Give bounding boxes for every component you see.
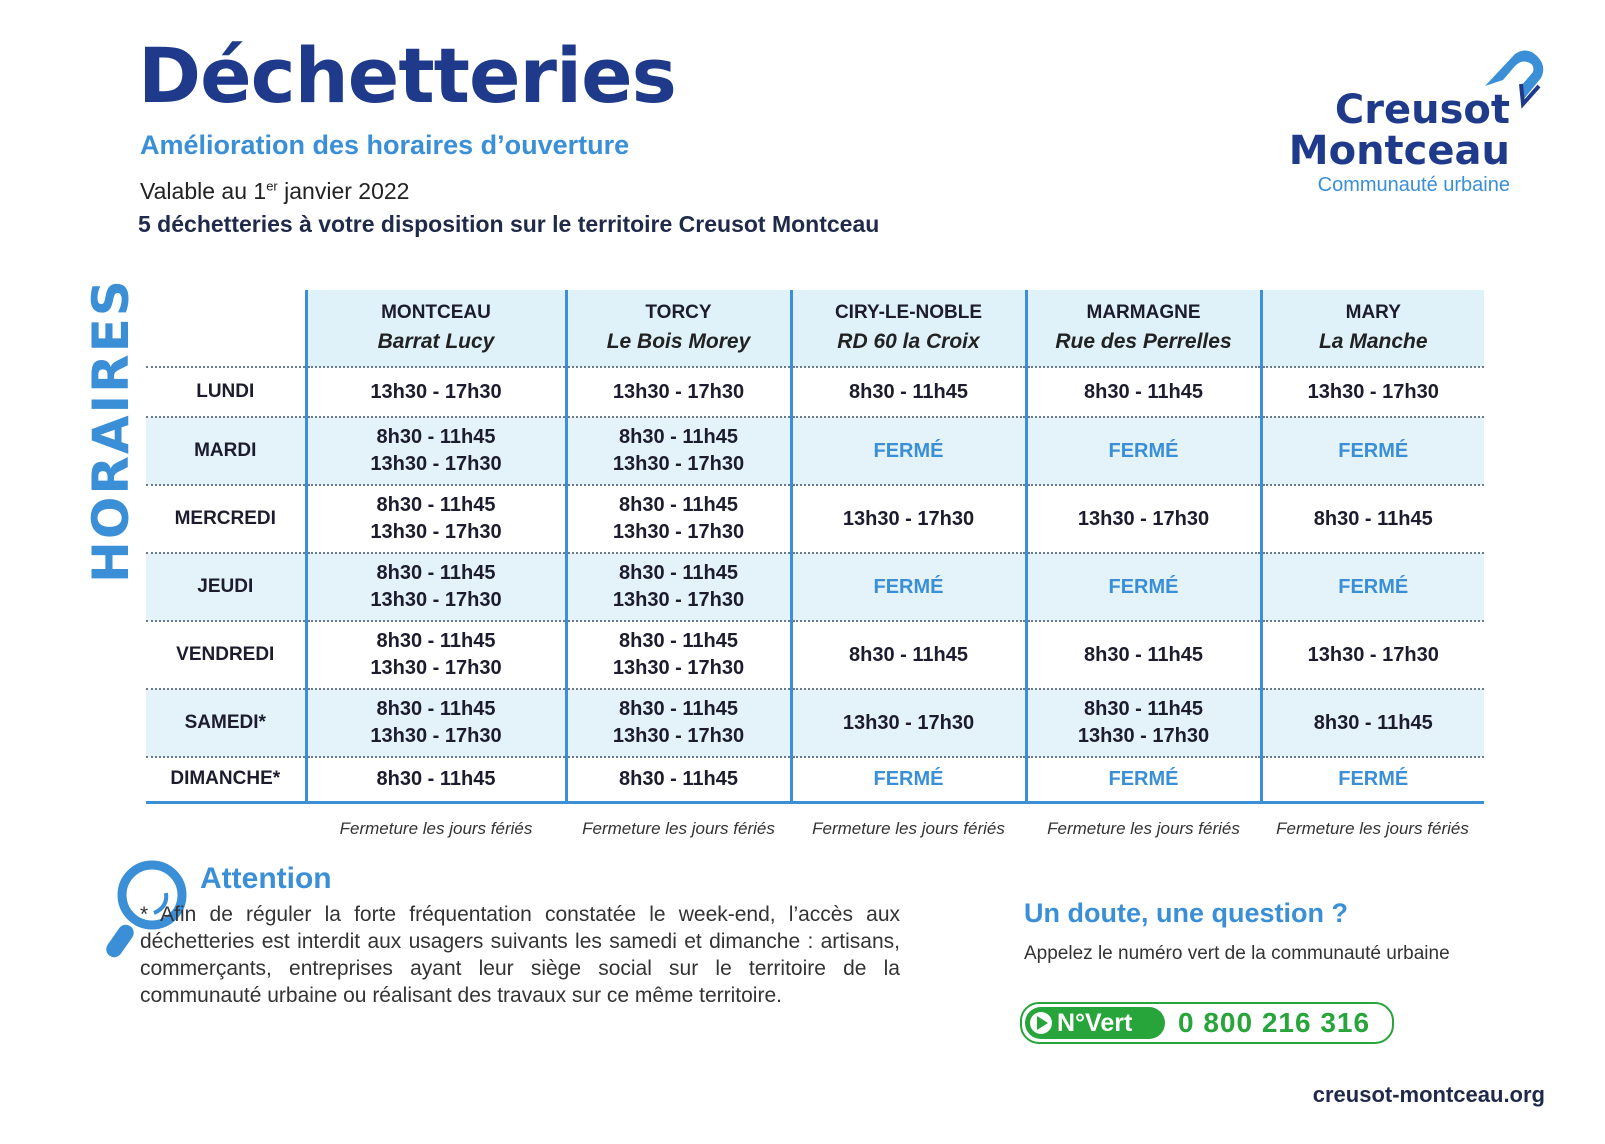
hours-line: 8h30 - 11h45 [376,630,496,652]
closed-cell [791,757,1026,802]
hours-line: 13h30 - 17h30 [370,453,502,475]
hours-cell [306,553,566,621]
hours-line: 13h30 - 17h30 [842,711,975,734]
hours-line: 8h30 - 11h45 [376,698,496,720]
hours-cell [306,689,566,757]
closed-cell [1261,553,1484,621]
site-header [1261,290,1484,367]
closed-cell [1261,417,1484,485]
site-header [1026,290,1261,367]
hours-line: 8h30 - 11h45 [619,630,738,652]
hours-line: FERMÉ [1338,575,1409,598]
hours-cell [306,485,566,553]
hours-line: FERMÉ [1108,439,1179,462]
closed-cell [791,417,1026,485]
hours-line: 8h30 - 11h45 [849,643,968,666]
hours-line: 8h30 - 11h45 [1084,380,1203,403]
hours-cell [791,621,1026,689]
day-label: VENDREDI [146,621,306,689]
hours-line: 8h30 - 11h45 [376,494,496,516]
hours-line: 13h30 - 17h30 [612,589,745,611]
schedule-row [146,485,1484,553]
corner-cell [146,290,306,367]
website-link[interactable]: creusot-montceau.org [1312,1082,1545,1107]
site-header [566,290,791,367]
numero-vert-badge [1020,1002,1394,1044]
hours-cell [566,757,791,802]
closed-cell [791,553,1026,621]
hours-cell [1261,367,1484,417]
site-place: RD 60 la Croix [837,329,980,353]
closed-cell [1261,757,1484,802]
hours-cell [1026,689,1261,757]
hours-line: FERMÉ [873,575,944,598]
numero-vert-label-box [1025,1007,1165,1039]
hours-line: FERMÉ [873,439,944,462]
site-place: Le Bois Morey [606,329,751,353]
schedule-body [146,367,1484,802]
tagline: 5 déchetteries à votre disposition sur le territoire Creusot Montceau [138,211,880,237]
hours-line: 13h30 - 17h30 [370,589,502,611]
question-title: Un doute, une question ? [1024,898,1348,928]
hours-line: 13h30 - 17h30 [612,453,745,475]
page-title: Déchetteries [138,31,676,120]
hours-cell [791,689,1026,757]
schedule-row [146,417,1484,485]
hours-line: FERMÉ [1338,439,1409,462]
hours-cell [566,367,791,417]
schedule-header-row [146,290,1484,367]
hours-cell [566,621,791,689]
brand-logo [1270,48,1560,208]
hours-cell [566,689,791,757]
hours-line: 8h30 - 11h45 [1313,507,1433,530]
validity-sup: er [266,178,278,194]
site-place: Rue des Perrelles [1055,329,1232,353]
validity-suffix: janvier 2022 [277,178,410,204]
question-text: Appelez le numéro vert de la communauté urbaine [1024,943,1450,964]
footnote-holidays: Fermeture les jours fériés [306,802,566,840]
hours-line: 8h30 - 11h45 [1084,698,1203,720]
hours-line: FERMÉ [873,767,944,790]
hours-line: FERMÉ [1108,575,1179,598]
hours-line: 13h30 - 17h30 [370,521,502,543]
hours-cell [566,417,791,485]
hours-cell [1261,621,1484,689]
logo-text-communaute: Communauté urbaine [1317,174,1510,196]
site-header [306,290,566,367]
site-name: MARMAGNE [1086,302,1201,323]
day-label: MERCREDI [146,485,306,553]
hours-line: 13h30 - 17h30 [612,521,745,543]
hours-cell [306,621,566,689]
schedule-row [146,367,1484,417]
hours-line: 13h30 - 17h30 [370,380,502,403]
day-label: DIMANCHE* [146,757,306,802]
footnote-empty [146,802,306,840]
hours-line: 13h30 - 17h30 [612,657,745,679]
hours-cell [791,485,1026,553]
hours-cell [306,417,566,485]
hours-cell [1261,485,1484,553]
hours-line: 8h30 - 11h45 [619,562,738,584]
hours-line: 8h30 - 11h45 [619,698,738,720]
hours-line: 13h30 - 17h30 [842,507,975,530]
hours-line: 13h30 - 17h30 [612,725,745,747]
hours-cell [1026,485,1261,553]
day-label: MARDI [146,417,306,485]
attention-text: * Afin de réguler la forte fréquentation constatée le week-end, l’accès aux déchetteries est interdit aux usagers suivants les samedi et dimanche : artisans, commerçants, entreprises ayant leur siège social sur le territoire de la communauté urbaine ou réalisant des travaux sur ce même territoire. [140,903,900,1007]
schedule-row [146,621,1484,689]
site-name: CIRY-LE-NOBLE [834,302,983,323]
hours-cell [566,553,791,621]
hours-line: 13h30 - 17h30 [1077,725,1210,747]
hours-cell [306,367,566,417]
hours-line: FERMÉ [1108,767,1179,790]
footnote-holidays: Fermeture les jours fériés [566,802,791,840]
hours-line: 13h30 - 17h30 [370,657,502,679]
numero-vert-label: N°Vert [1057,1009,1133,1037]
hours-line: 8h30 - 11h45 [619,767,738,790]
hours-line: 8h30 - 11h45 [1313,711,1433,734]
site-place: La Manche [1318,329,1428,353]
attention-title: Attention [200,862,332,895]
play-arrow-icon [1029,1011,1053,1035]
phone-number[interactable]: 0 800 216 316 [1178,1007,1371,1038]
validity-prefix: Valable au 1 [140,178,267,204]
site-name: TORCY [645,302,712,323]
site-header [791,290,1026,367]
hours-line: 8h30 - 11h45 [376,767,496,790]
closed-cell [1026,757,1261,802]
hours-line: 13h30 - 17h30 [370,725,502,747]
footnote-row [146,802,1484,840]
day-label: LUNDI [146,367,306,417]
hours-line: 13h30 - 17h30 [1307,380,1439,403]
schedule-row [146,689,1484,757]
schedule-row [146,553,1484,621]
footnote-holidays: Fermeture les jours fériés [1026,802,1261,840]
site-name: MARY [1345,302,1401,323]
hours-cell [791,367,1026,417]
day-label: SAMEDI* [146,689,306,757]
hours-line: 13h30 - 17h30 [1307,643,1439,666]
hours-line: 13h30 - 17h30 [612,380,745,403]
schedule-vertical-label: HORAIRES [82,278,140,583]
hours-line: FERMÉ [1338,767,1409,790]
site-name: MONTCEAU [381,302,491,323]
validity-date [140,178,409,205]
hours-line: 8h30 - 11h45 [376,426,496,448]
page-subtitle: Amélioration des horaires d’ouverture [140,130,630,160]
schedule-row [146,757,1484,802]
footnote-holidays: Fermeture les jours fériés [1261,802,1484,840]
site-place: Barrat Lucy [377,329,495,353]
hours-line: 8h30 - 11h45 [1084,643,1203,666]
hours-cell [1026,621,1261,689]
hours-line: 8h30 - 11h45 [849,380,968,403]
day-label: JEUDI [146,553,306,621]
hours-cell [1261,689,1484,757]
hours-line: 8h30 - 11h45 [619,426,738,448]
logo-text-creusot: Creusot [1334,87,1510,133]
schedule-table [146,290,1484,840]
logo-text-montceau: Montceau [1288,128,1510,174]
hours-line: 8h30 - 11h45 [376,562,496,584]
hours-line: 8h30 - 11h45 [619,494,738,516]
closed-cell [1026,417,1261,485]
hours-cell [566,485,791,553]
hours-cell [1026,367,1261,417]
closed-cell [1026,553,1261,621]
footnote-holidays: Fermeture les jours fériés [791,802,1026,840]
hours-line: 13h30 - 17h30 [1077,507,1210,530]
hours-cell [306,757,566,802]
